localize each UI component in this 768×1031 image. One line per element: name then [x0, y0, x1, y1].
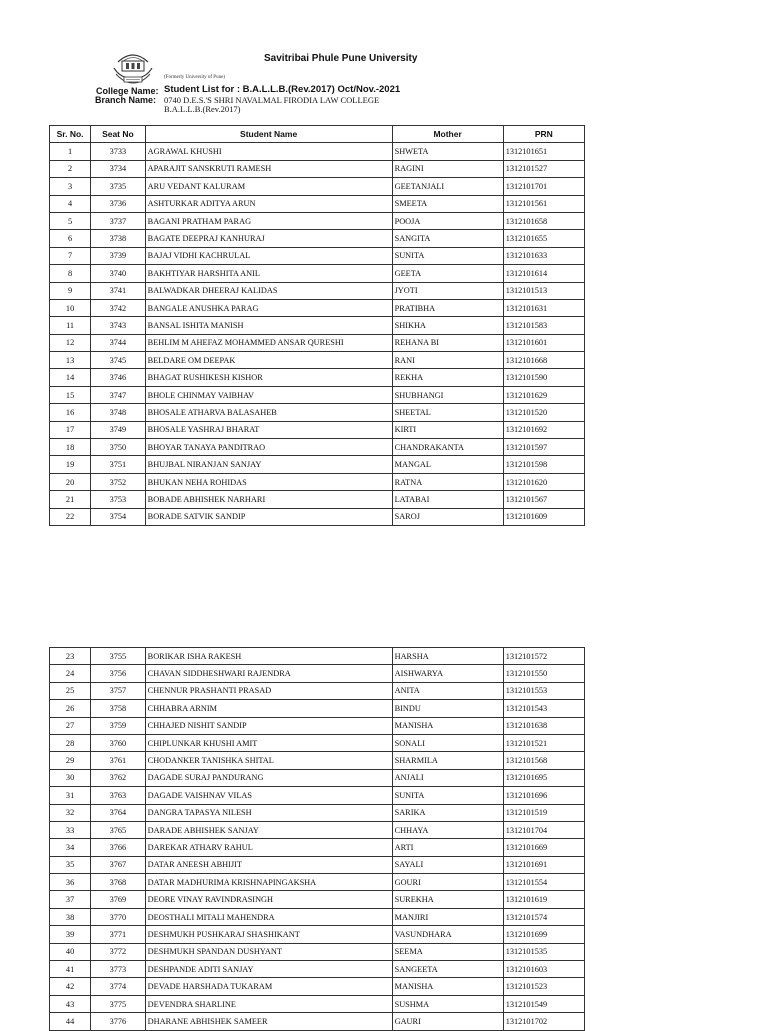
seat-no-cell: 3745: [91, 352, 146, 369]
prn-cell: 1312101550: [503, 665, 584, 682]
seat-no-cell: 3768: [91, 874, 146, 891]
prn-cell: 1312101638: [503, 717, 584, 734]
sr-no-cell: 25: [50, 682, 91, 699]
table-row: [50, 1013, 585, 1030]
student-name-cell: APARAJIT SANSKRUTI RAMESH: [145, 160, 392, 177]
table-row: [50, 821, 585, 838]
seat-no-cell: 3774: [91, 978, 146, 995]
student-name-cell: DESHMUKH SPANDAN DUSHYANT: [145, 943, 392, 960]
formerly-subtitle: (Formerly University of Pune): [164, 75, 225, 80]
mother-name-cell: SHWETA: [392, 143, 503, 160]
mother-name-cell: MANJIRI: [392, 908, 503, 925]
table-row: [50, 143, 585, 160]
prn-cell: 1312101561: [503, 195, 584, 212]
mother-name-cell: RAGINI: [392, 160, 503, 177]
table-row: [50, 473, 585, 490]
student-name-cell: BORIKAR ISHA RAKESH: [145, 648, 392, 665]
prn-cell: 1312101554: [503, 874, 584, 891]
mother-name-cell: SHIKHA: [392, 317, 503, 334]
prn-cell: 1312101691: [503, 856, 584, 873]
table-row: [50, 908, 585, 925]
mother-name-cell: MANGAL: [392, 456, 503, 473]
prn-cell: 1312101629: [503, 386, 584, 403]
seat-no-cell: 3775: [91, 995, 146, 1012]
prn-cell: 1312101597: [503, 439, 584, 456]
table-row: [50, 978, 585, 995]
mother-name-cell: ANJALI: [392, 769, 503, 786]
seat-no-cell: 3762: [91, 769, 146, 786]
mother-name-cell: SUNITA: [392, 247, 503, 264]
sr-no-cell: 2: [50, 160, 91, 177]
seat-no-cell: 3773: [91, 961, 146, 978]
student-table-page-1: [49, 125, 585, 526]
mother-name-cell: MANISHA: [392, 717, 503, 734]
student-name-cell: BANGALE ANUSHKA PARAG: [145, 299, 392, 316]
student-name-cell: DAGADE VAISHNAV VILAS: [145, 787, 392, 804]
mother-name-cell: SAROJ: [392, 508, 503, 525]
student-name-cell: DEOSTHALI MITALI MAHENDRA: [145, 908, 392, 925]
sr-no-cell: 38: [50, 908, 91, 925]
sr-no-cell: 6: [50, 230, 91, 247]
seat-no-cell: 3747: [91, 386, 146, 403]
student-name-cell: AGRAWAL KHUSHI: [145, 143, 392, 160]
student-name-cell: DESHPANDE ADITI SANJAY: [145, 961, 392, 978]
branch-name-value: B.A.L.L.B.(Rev.2017): [164, 104, 241, 114]
table-row: [50, 787, 585, 804]
sr-no-cell: 14: [50, 369, 91, 386]
mother-name-cell: ANITA: [392, 682, 503, 699]
student-name-cell: BANSAL ISHITA MANISH: [145, 317, 392, 334]
sr-no-cell: 18: [50, 439, 91, 456]
seat-no-cell: 3738: [91, 230, 146, 247]
prn-cell: 1312101598: [503, 456, 584, 473]
table-row: [50, 508, 585, 525]
mother-name-cell: LATABAI: [392, 491, 503, 508]
prn-cell: 1312101620: [503, 473, 584, 490]
sr-no-cell: 22: [50, 508, 91, 525]
table-row: [50, 665, 585, 682]
mother-name-cell: RANI: [392, 352, 503, 369]
sr-no-cell: 39: [50, 926, 91, 943]
mother-name-cell: GAURI: [392, 1013, 503, 1030]
prn-cell: 1312101603: [503, 961, 584, 978]
student-name-cell: BHUJBAL NIRANJAN SANJAY: [145, 456, 392, 473]
table-row: [50, 439, 585, 456]
prn-cell: 1312101568: [503, 752, 584, 769]
mother-name-cell: SMEETA: [392, 195, 503, 212]
sr-no-cell: 20: [50, 473, 91, 490]
sr-no-cell: 10: [50, 299, 91, 316]
table-row: [50, 926, 585, 943]
student-name-cell: DANGRA TAPASYA NILESH: [145, 804, 392, 821]
table-row: [50, 648, 585, 665]
table-row: [50, 856, 585, 873]
seat-no-cell: 3734: [91, 160, 146, 177]
student-name-cell: ARU VEDANT KALURAM: [145, 178, 392, 195]
table-row: [50, 700, 585, 717]
table-row: [50, 178, 585, 195]
prn-cell: 1312101696: [503, 787, 584, 804]
sr-no-cell: 13: [50, 352, 91, 369]
student-name-cell: DAREKAR ATHARV RAHUL: [145, 839, 392, 856]
branch-name-label: Branch Name:: [95, 95, 157, 105]
col-header-sr-no: Sr. No.: [50, 126, 91, 143]
prn-cell: 1312101583: [503, 317, 584, 334]
seat-no-cell: 3756: [91, 665, 146, 682]
seat-no-cell: 3736: [91, 195, 146, 212]
prn-cell: 1312101631: [503, 299, 584, 316]
table-row: [50, 421, 585, 438]
college-name-label: College Name:: [96, 86, 159, 96]
table-row: [50, 804, 585, 821]
seat-no-cell: 3758: [91, 700, 146, 717]
table-row: [50, 282, 585, 299]
sr-no-cell: 17: [50, 421, 91, 438]
sr-no-cell: 1: [50, 143, 91, 160]
mother-name-cell: SHUBHANGI: [392, 386, 503, 403]
seat-no-cell: 3752: [91, 473, 146, 490]
table-row: [50, 230, 585, 247]
table-row: [50, 961, 585, 978]
student-name-cell: DEORE VINAY RAVINDRASINGH: [145, 891, 392, 908]
seat-no-cell: 3764: [91, 804, 146, 821]
sr-no-cell: 4: [50, 195, 91, 212]
prn-cell: 1312101658: [503, 212, 584, 229]
table-row: [50, 839, 585, 856]
sr-no-cell: 44: [50, 1013, 91, 1030]
prn-cell: 1312101567: [503, 491, 584, 508]
sr-no-cell: 24: [50, 665, 91, 682]
student-name-cell: BORADE SATVIK SANDIP: [145, 508, 392, 525]
student-name-cell: DEVADE HARSHADA TUKARAM: [145, 978, 392, 995]
mother-name-cell: SONALI: [392, 734, 503, 751]
table-row: [50, 995, 585, 1012]
seat-no-cell: 3763: [91, 787, 146, 804]
prn-cell: 1312101704: [503, 821, 584, 838]
table-row: [50, 717, 585, 734]
table-row: [50, 247, 585, 264]
student-name-cell: BHOSALE YASHRAJ BHARAT: [145, 421, 392, 438]
student-name-cell: BAKHTIYAR HARSHITA ANIL: [145, 265, 392, 282]
mother-name-cell: HARSHA: [392, 648, 503, 665]
mother-name-cell: RATNA: [392, 473, 503, 490]
sr-no-cell: 42: [50, 978, 91, 995]
seat-no-cell: 3744: [91, 334, 146, 351]
seat-no-cell: 3749: [91, 421, 146, 438]
university-seal-logo: [110, 46, 156, 86]
table-row: [50, 195, 585, 212]
sr-no-cell: 29: [50, 752, 91, 769]
sr-no-cell: 37: [50, 891, 91, 908]
sr-no-cell: 40: [50, 943, 91, 960]
table-row: [50, 734, 585, 751]
seat-no-cell: 3771: [91, 926, 146, 943]
sr-no-cell: 41: [50, 961, 91, 978]
col-header-prn: PRN: [503, 126, 584, 143]
mother-name-cell: AISHWARYA: [392, 665, 503, 682]
seat-no-cell: 3766: [91, 839, 146, 856]
student-name-cell: DATAR ANEESH ABHIJIT: [145, 856, 392, 873]
sr-no-cell: 19: [50, 456, 91, 473]
mother-name-cell: SUNITA: [392, 787, 503, 804]
seat-no-cell: 3748: [91, 404, 146, 421]
mother-name-cell: REHANA BI: [392, 334, 503, 351]
prn-cell: 1312101669: [503, 839, 584, 856]
mother-name-cell: GOURI: [392, 874, 503, 891]
sr-no-cell: 27: [50, 717, 91, 734]
seat-no-cell: 3772: [91, 943, 146, 960]
table-row: [50, 682, 585, 699]
prn-cell: 1312101527: [503, 160, 584, 177]
sr-no-cell: 9: [50, 282, 91, 299]
seat-no-cell: 3751: [91, 456, 146, 473]
seat-no-cell: 3759: [91, 717, 146, 734]
seat-no-cell: 3765: [91, 821, 146, 838]
table-body-page-2: [50, 648, 585, 1031]
sr-no-cell: 26: [50, 700, 91, 717]
student-name-cell: BHAGAT RUSHIKESH KISHOR: [145, 369, 392, 386]
table-row: [50, 265, 585, 282]
prn-cell: 1312101695: [503, 769, 584, 786]
prn-cell: 1312101543: [503, 700, 584, 717]
prn-cell: 1312101590: [503, 369, 584, 386]
sr-no-cell: 30: [50, 769, 91, 786]
student-name-cell: ASHTURKAR ADITYA ARUN: [145, 195, 392, 212]
mother-name-cell: BINDU: [392, 700, 503, 717]
prn-cell: 1312101519: [503, 804, 584, 821]
student-name-cell: CHIPLUNKAR KHUSHI AMIT: [145, 734, 392, 751]
seat-no-cell: 3740: [91, 265, 146, 282]
mother-name-cell: SARIKA: [392, 804, 503, 821]
table-row: [50, 160, 585, 177]
student-name-cell: CHHABRA ARNIM: [145, 700, 392, 717]
mother-name-cell: JYOTI: [392, 282, 503, 299]
col-header-seat-no: Seat No: [91, 126, 146, 143]
seat-no-cell: 3753: [91, 491, 146, 508]
mother-name-cell: VASUNDHARA: [392, 926, 503, 943]
prn-cell: 1312101553: [503, 682, 584, 699]
sr-no-cell: 5: [50, 212, 91, 229]
college-name-value: 0740 D.E.S.'S SHRI NAVALMAL FIRODIA LAW COLLEGE: [164, 95, 380, 105]
student-name-cell: BALWADKAR DHEERAJ KALIDAS: [145, 282, 392, 299]
student-name-cell: BELDARE OM DEEPAK: [145, 352, 392, 369]
seat-no-cell: 3737: [91, 212, 146, 229]
mother-name-cell: CHHAYA: [392, 821, 503, 838]
seat-no-cell: 3754: [91, 508, 146, 525]
mother-name-cell: SANGEETA: [392, 961, 503, 978]
student-name-cell: DHARANE ABHISHEK SAMEER: [145, 1013, 392, 1030]
table-row: [50, 299, 585, 316]
student-name-cell: CHAVAN SIDDHESHWARI RAJENDRA: [145, 665, 392, 682]
mother-name-cell: GEETA: [392, 265, 503, 282]
student-name-cell: BHOLE CHINMAY VAIBHAV: [145, 386, 392, 403]
sr-no-cell: 31: [50, 787, 91, 804]
table-row: [50, 491, 585, 508]
seat-no-cell: 3761: [91, 752, 146, 769]
table-row: [50, 386, 585, 403]
seat-no-cell: 3733: [91, 143, 146, 160]
prn-cell: 1312101574: [503, 908, 584, 925]
table-row: [50, 352, 585, 369]
mother-name-cell: SEEMA: [392, 943, 503, 960]
table-row: [50, 404, 585, 421]
student-name-cell: BAGATE DEEPRAJ KANHURAJ: [145, 230, 392, 247]
mother-name-cell: SUREKHA: [392, 891, 503, 908]
sr-no-cell: 16: [50, 404, 91, 421]
mother-name-cell: ARTI: [392, 839, 503, 856]
sr-no-cell: 23: [50, 648, 91, 665]
table-row: [50, 334, 585, 351]
sr-no-cell: 8: [50, 265, 91, 282]
sr-no-cell: 36: [50, 874, 91, 891]
sr-no-cell: 21: [50, 491, 91, 508]
prn-cell: 1312101701: [503, 178, 584, 195]
prn-cell: 1312101523: [503, 978, 584, 995]
table-row: [50, 456, 585, 473]
student-name-cell: DEVENDRA SHARLINE: [145, 995, 392, 1012]
prn-cell: 1312101668: [503, 352, 584, 369]
student-name-cell: DATAR MADHURIMA KRISHNAPINGAKSHA: [145, 874, 392, 891]
sr-no-cell: 3: [50, 178, 91, 195]
mother-name-cell: SHARMILA: [392, 752, 503, 769]
table-row: [50, 369, 585, 386]
sr-no-cell: 28: [50, 734, 91, 751]
prn-cell: 1312101513: [503, 282, 584, 299]
seat-no-cell: 3760: [91, 734, 146, 751]
sr-no-cell: 12: [50, 334, 91, 351]
prn-cell: 1312101520: [503, 404, 584, 421]
student-name-cell: BAGANI PRATHAM PARAG: [145, 212, 392, 229]
student-name-cell: DARADE ABHISHEK SANJAY: [145, 821, 392, 838]
col-header-student-name: Student Name: [145, 126, 392, 143]
seat-no-cell: 3757: [91, 682, 146, 699]
seat-no-cell: 3755: [91, 648, 146, 665]
student-name-cell: CHENNUR PRASHANTI PRASAD: [145, 682, 392, 699]
seat-no-cell: 3746: [91, 369, 146, 386]
seat-no-cell: 3741: [91, 282, 146, 299]
student-name-cell: BAJAJ VIDHI KACHRULAL: [145, 247, 392, 264]
sr-no-cell: 43: [50, 995, 91, 1012]
student-name-cell: BHOYAR TANAYA PANDITRAO: [145, 439, 392, 456]
student-name-cell: CHHAJED NISHIT SANDIP: [145, 717, 392, 734]
mother-name-cell: REKHA: [392, 369, 503, 386]
prn-cell: 1312101702: [503, 1013, 584, 1030]
prn-cell: 1312101619: [503, 891, 584, 908]
prn-cell: 1312101633: [503, 247, 584, 264]
sr-no-cell: 15: [50, 386, 91, 403]
prn-cell: 1312101535: [503, 943, 584, 960]
student-name-cell: CHODANKER TANISHKA SHITAL: [145, 752, 392, 769]
student-name-cell: BHUKAN NEHA ROHIDAS: [145, 473, 392, 490]
table-body-page-1: [50, 143, 585, 526]
student-name-cell: BEHLIM M AHEFAZ MOHAMMED ANSAR QURESHI: [145, 334, 392, 351]
sr-no-cell: 32: [50, 804, 91, 821]
mother-name-cell: KIRTI: [392, 421, 503, 438]
student-name-cell: BHOSALE ATHARVA BALASAHEB: [145, 404, 392, 421]
sr-no-cell: 34: [50, 839, 91, 856]
mother-name-cell: SANGITA: [392, 230, 503, 247]
table-row: [50, 317, 585, 334]
seat-no-cell: 3735: [91, 178, 146, 195]
table-row: [50, 874, 585, 891]
mother-name-cell: SAYALI: [392, 856, 503, 873]
mother-name-cell: MANISHA: [392, 978, 503, 995]
seat-no-cell: 3739: [91, 247, 146, 264]
university-title: Savitribai Phule Pune University: [264, 53, 418, 64]
mother-name-cell: SHEETAL: [392, 404, 503, 421]
table-row: [50, 891, 585, 908]
sr-no-cell: 7: [50, 247, 91, 264]
sr-no-cell: 35: [50, 856, 91, 873]
prn-cell: 1312101549: [503, 995, 584, 1012]
table-row: [50, 752, 585, 769]
table-header-row: [50, 126, 585, 143]
mother-name-cell: CHANDRAKANTA: [392, 439, 503, 456]
student-list-title: Student List for : B.A.L.L.B.(Rev.2017) Oct/Nov.-2021: [164, 84, 401, 95]
sr-no-cell: 11: [50, 317, 91, 334]
col-header-mother: Mother: [392, 126, 503, 143]
student-name-cell: BOBADE ABHISHEK NARHARI: [145, 491, 392, 508]
seat-no-cell: 3776: [91, 1013, 146, 1030]
seat-no-cell: 3770: [91, 908, 146, 925]
seat-no-cell: 3769: [91, 891, 146, 908]
prn-cell: 1312101699: [503, 926, 584, 943]
student-name-cell: DAGADE SURAJ PANDURANG: [145, 769, 392, 786]
table-row: [50, 769, 585, 786]
prn-cell: 1312101651: [503, 143, 584, 160]
sr-no-cell: 33: [50, 821, 91, 838]
mother-name-cell: POOJA: [392, 212, 503, 229]
prn-cell: 1312101614: [503, 265, 584, 282]
mother-name-cell: PRATIBHA: [392, 299, 503, 316]
prn-cell: 1312101609: [503, 508, 584, 525]
seat-no-cell: 3750: [91, 439, 146, 456]
prn-cell: 1312101655: [503, 230, 584, 247]
mother-name-cell: GEETANJALI: [392, 178, 503, 195]
prn-cell: 1312101572: [503, 648, 584, 665]
seat-no-cell: 3743: [91, 317, 146, 334]
student-name-cell: DESHMUKH PUSHKARAJ SHASHIKANT: [145, 926, 392, 943]
prn-cell: 1312101601: [503, 334, 584, 351]
seat-no-cell: 3767: [91, 856, 146, 873]
seat-no-cell: 3742: [91, 299, 146, 316]
prn-cell: 1312101521: [503, 734, 584, 751]
student-table-page-2: [49, 647, 585, 1031]
table-row: [50, 943, 585, 960]
prn-cell: 1312101692: [503, 421, 584, 438]
table-row: [50, 212, 585, 229]
mother-name-cell: SUSHMA: [392, 995, 503, 1012]
